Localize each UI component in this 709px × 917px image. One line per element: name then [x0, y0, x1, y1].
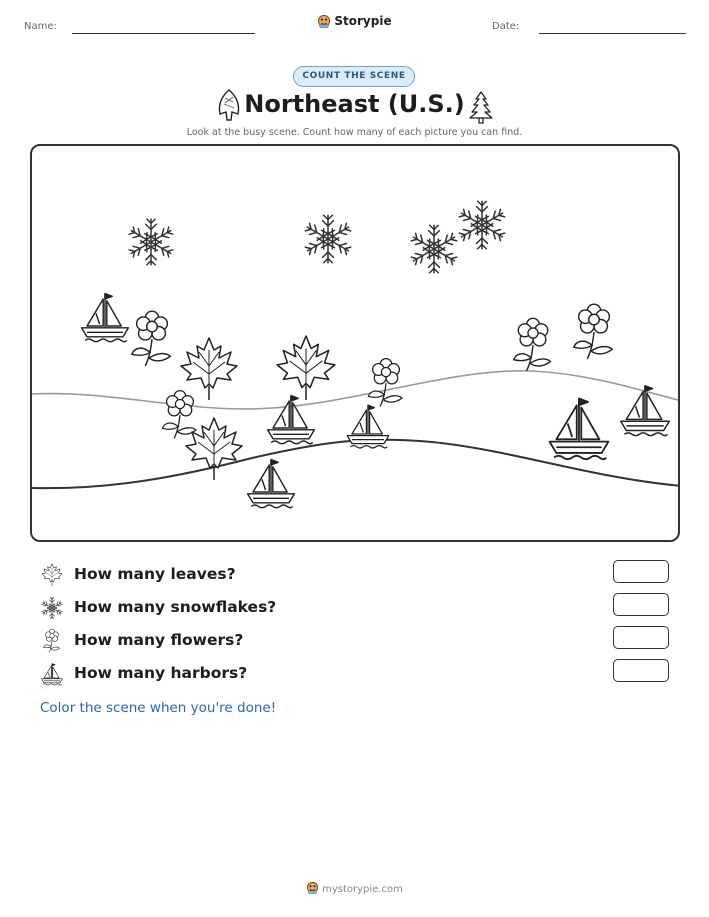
sailboat-icon	[40, 662, 64, 686]
answer-box-leaves[interactable]	[613, 560, 669, 583]
page-title: Northeast (U.S.)	[244, 90, 465, 118]
brand-name: Storypie	[334, 14, 392, 28]
snowflake-icon	[410, 225, 458, 273]
question-flowers	[40, 629, 440, 653]
flower-icon	[162, 391, 196, 439]
name-label: Name:	[24, 21, 57, 32]
flower-icon	[514, 318, 551, 370]
sailboat-icon	[248, 460, 295, 508]
flower-icon	[132, 311, 170, 366]
footer	[0, 881, 709, 895]
pine-tree-icon	[466, 90, 496, 124]
flower-icon	[574, 304, 612, 359]
sailboat-icon	[550, 399, 609, 460]
mascot-icon	[306, 881, 319, 894]
question-text: How many snowflakes?	[74, 598, 277, 616]
date-line[interactable]	[539, 33, 686, 34]
question-text: How many leaves?	[74, 565, 236, 583]
maple-leaf-icon	[40, 563, 64, 587]
question-snowflakes	[40, 596, 440, 620]
brand-logo	[0, 14, 709, 28]
mascot-icon	[317, 14, 331, 28]
date-label: Date:	[492, 21, 520, 32]
question-text: How many flowers?	[74, 631, 244, 649]
snowflake-icon	[40, 596, 64, 620]
color-note: Color the scene when you're done!	[40, 700, 277, 716]
answer-box-harbors[interactable]	[613, 659, 669, 682]
flower-icon	[40, 629, 64, 653]
sailboat-icon	[621, 386, 670, 436]
count-scene	[30, 144, 680, 542]
footer-url[interactable]: mystorypie.com	[322, 884, 403, 895]
count-the-scene-badge: COUNT THE SCENE	[293, 66, 415, 87]
question-text: How many harbors?	[74, 664, 248, 682]
maple-leaf-icon	[277, 336, 335, 400]
question-leaves	[40, 563, 440, 587]
question-harbors	[40, 662, 440, 686]
answer-box-snowflakes[interactable]	[613, 593, 669, 616]
sailboat-icon	[347, 405, 389, 448]
flower-icon	[368, 359, 402, 407]
instructions: Look at the busy scene. Count how many of each picture you can find.	[186, 127, 523, 138]
snowflake-icon	[458, 201, 506, 249]
scene-drawing	[32, 146, 680, 542]
sailboat-icon	[82, 294, 129, 342]
sailboat-icon	[268, 396, 315, 444]
maple-leaf-icon	[181, 338, 237, 400]
answer-box-flowers[interactable]	[613, 626, 669, 649]
snowflake-icon	[304, 215, 352, 263]
snowflake-icon	[128, 219, 174, 265]
name-line[interactable]	[72, 33, 255, 34]
